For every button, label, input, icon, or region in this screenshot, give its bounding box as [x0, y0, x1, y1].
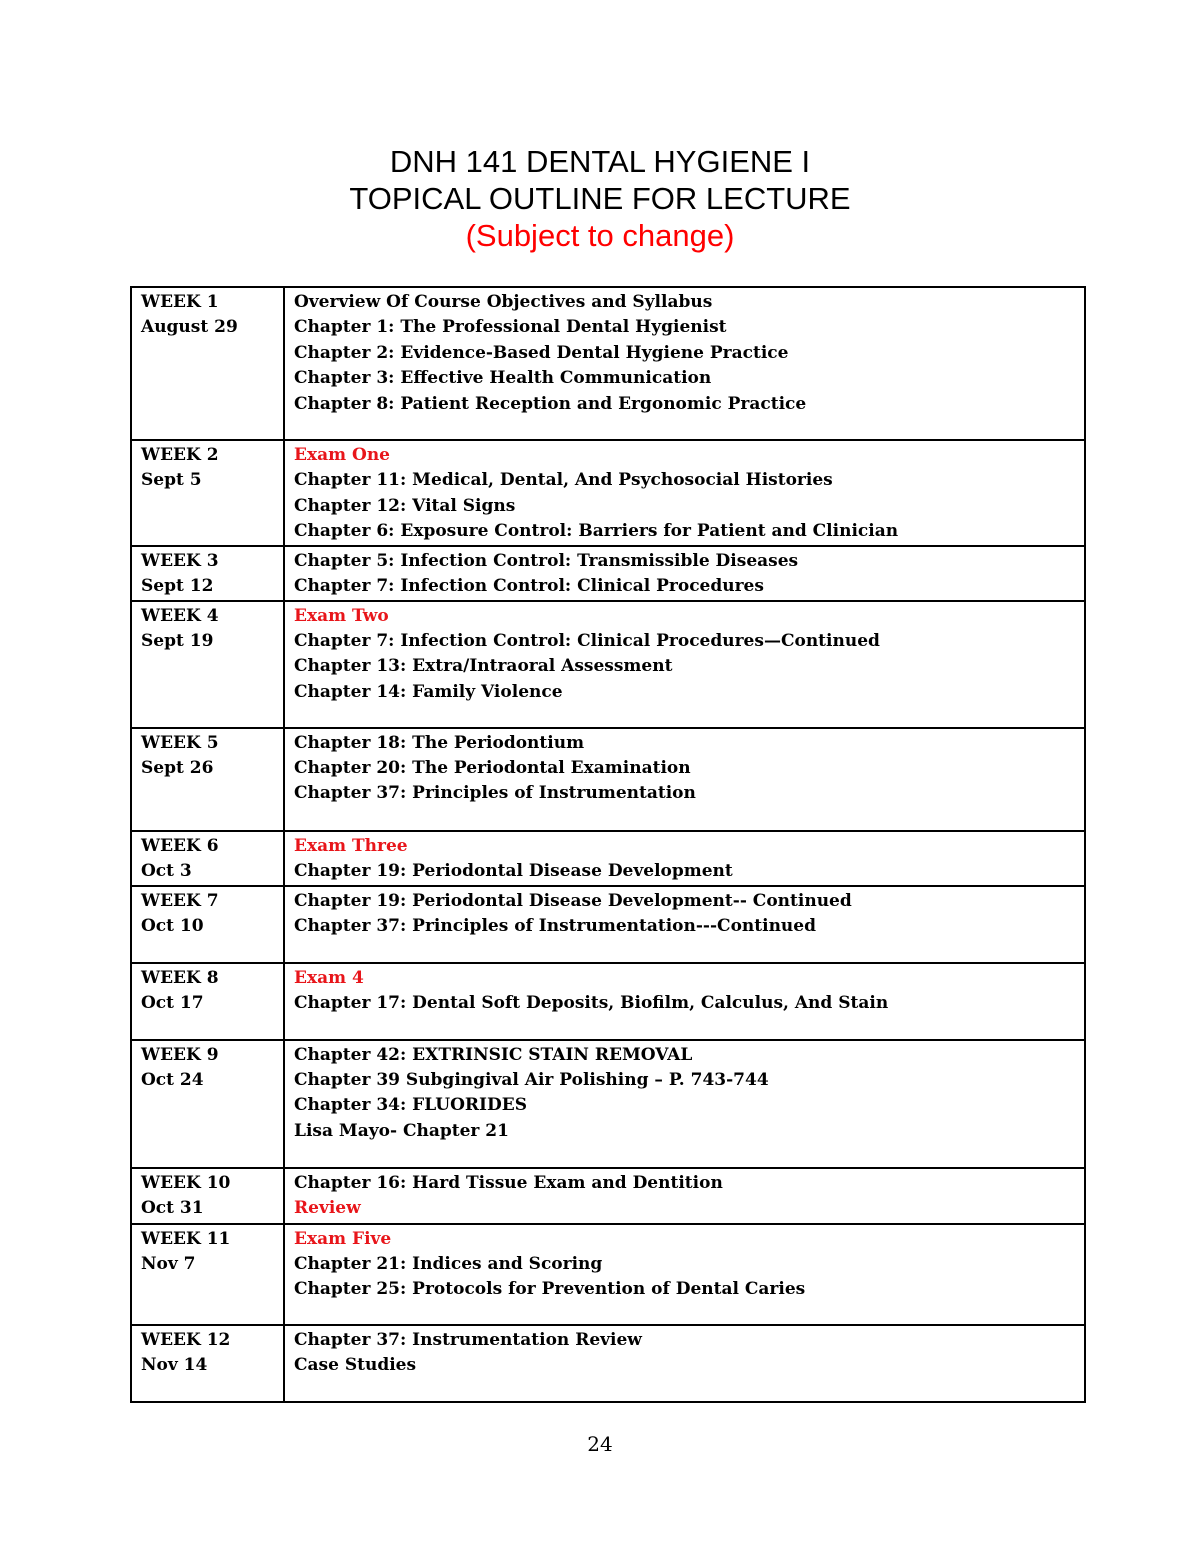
week-cell — [131, 546, 284, 601]
week-label: WEEK 11 — [141, 1228, 231, 1249]
week-cell — [131, 831, 284, 886]
week-label: WEEK 3 — [141, 550, 219, 571]
week-date: Sept 5 — [141, 470, 202, 491]
lecture-topic: Chapter 8: Patient Reception and Ergonomic Practice — [294, 393, 807, 414]
week-cell — [131, 1224, 284, 1325]
lecture-topic: Chapter 7: Infection Control: Clinical Procedures — [294, 576, 764, 597]
lecture-topic: Chapter 11: Medical, Dental, And Psychosocial Histories — [294, 470, 833, 491]
topics-cell — [284, 546, 1085, 601]
outline-table-body — [131, 287, 1085, 1402]
week-row — [131, 1040, 1085, 1168]
week-label: WEEK 9 — [141, 1044, 219, 1065]
week-label: WEEK 10 — [141, 1172, 231, 1193]
lecture-topic: Chapter 2: Evidence-Based Dental Hygiene Practice — [294, 342, 789, 363]
document-title: DNH 141 DENTAL HYGIENE I — [389, 144, 811, 179]
week-date: Oct 17 — [141, 993, 204, 1014]
lecture-topic: Lisa Mayo- Chapter 21 — [294, 1120, 509, 1141]
topics-cell — [284, 440, 1085, 546]
week-date: August 29 — [141, 317, 238, 338]
topics-cell — [284, 728, 1085, 831]
lecture-topic: Chapter 13: Extra/Intraoral Assessment — [294, 656, 673, 677]
document-subtitle: TOPICAL OUTLINE FOR LECTURE — [349, 181, 851, 216]
week-date: Oct 10 — [141, 916, 204, 937]
exam-or-review-topic: Review — [294, 1198, 361, 1219]
week-date: Nov 7 — [141, 1254, 196, 1275]
week-date: Sept 12 — [141, 576, 214, 597]
week-row — [131, 886, 1085, 963]
lecture-topic: Chapter 34: FLUORIDES — [294, 1095, 527, 1116]
week-row — [131, 831, 1085, 886]
week-cell — [131, 963, 284, 1040]
week-date: Oct 31 — [141, 1198, 204, 1219]
lecture-topic: Chapter 14: Family Violence — [294, 681, 563, 702]
topics-cell — [284, 1168, 1085, 1224]
document-header — [0, 143, 1200, 254]
week-label: WEEK 5 — [141, 732, 219, 753]
lecture-topic: Chapter 25: Protocols for Prevention of Dental Caries — [294, 1279, 806, 1300]
week-cell — [131, 1168, 284, 1224]
week-date: Nov 14 — [141, 1355, 208, 1376]
lecture-topic: Chapter 3: Effective Health Communication — [294, 368, 712, 389]
week-label: WEEK 4 — [141, 605, 219, 626]
lecture-topic: Chapter 21: Indices and Scoring — [294, 1254, 603, 1275]
topics-cell — [284, 886, 1085, 963]
week-label: WEEK 12 — [141, 1329, 231, 1350]
week-date: Oct 24 — [141, 1070, 204, 1091]
week-label: WEEK 1 — [141, 292, 219, 312]
exam-or-review-topic: Exam Two — [294, 605, 389, 626]
lecture-topic: Case Studies — [294, 1355, 417, 1376]
week-row — [131, 728, 1085, 831]
topics-cell — [284, 287, 1085, 440]
lecture-outline-table — [130, 286, 1086, 1403]
week-cell — [131, 1040, 284, 1168]
lecture-topic: Chapter 16: Hard Tissue Exam and Dentition — [294, 1172, 723, 1193]
week-cell — [131, 601, 284, 728]
topics-cell — [284, 1040, 1085, 1168]
week-row — [131, 963, 1085, 1040]
exam-or-review-topic: Exam One — [294, 445, 390, 465]
lecture-topic: Overview Of Course Objectives and Syllabus — [294, 292, 713, 312]
lecture-topic: Chapter 18: The Periodontium — [294, 732, 585, 753]
lecture-topic: Chapter 37: Principles of Instrumentation — [294, 783, 696, 804]
exam-or-review-topic: Exam 4 — [294, 967, 364, 988]
page-number: 24 — [587, 1432, 613, 1456]
week-row — [131, 1168, 1085, 1224]
lecture-topic: Chapter 5: Infection Control: Transmissible Diseases — [294, 550, 799, 571]
lecture-topic: Chapter 12: Vital Signs — [294, 495, 516, 516]
week-cell — [131, 440, 284, 546]
week-row — [131, 1224, 1085, 1325]
topics-cell — [284, 1325, 1085, 1402]
lecture-topic: Chapter 42: EXTRINSIC STAIN REMOVAL — [294, 1044, 693, 1065]
lecture-topic: Chapter 1: The Professional Dental Hygienist — [294, 317, 727, 338]
week-cell — [131, 287, 284, 440]
week-row — [131, 287, 1085, 440]
week-label: WEEK 2 — [141, 445, 219, 465]
topics-cell — [284, 831, 1085, 886]
topics-cell — [284, 963, 1085, 1040]
lecture-topic: Chapter 7: Infection Control: Clinical Procedures—Continued — [294, 631, 880, 652]
week-date: Oct 3 — [141, 861, 192, 882]
week-row — [131, 440, 1085, 546]
subject-to-change-note: (Subject to change) — [465, 218, 735, 253]
week-label: WEEK 7 — [141, 890, 219, 911]
week-date: Sept 19 — [141, 631, 214, 652]
week-label: WEEK 6 — [141, 835, 219, 856]
topics-cell — [284, 601, 1085, 728]
lecture-topic: Chapter 19: Periodontal Disease Development-- Continued — [294, 890, 852, 911]
week-row — [131, 1325, 1085, 1402]
exam-or-review-topic: Exam Five — [294, 1228, 392, 1249]
lecture-topic: Chapter 19: Periodontal Disease Development — [294, 861, 733, 882]
exam-or-review-topic: Exam Three — [294, 835, 408, 856]
week-row — [131, 601, 1085, 728]
lecture-topic: Chapter 37: Principles of Instrumentation---Continued — [294, 916, 816, 937]
lecture-topic: Chapter 17: Dental Soft Deposits, Biofilm, Calculus, And Stain — [294, 993, 889, 1014]
lecture-topic: Chapter 20: The Periodontal Examination — [294, 758, 691, 779]
week-date: Sept 26 — [141, 758, 214, 779]
lecture-topic: Chapter 37: Instrumentation Review — [294, 1329, 642, 1350]
lecture-topic: Chapter 39 Subgingival Air Polishing – P. 743-744 — [294, 1070, 769, 1091]
week-label: WEEK 8 — [141, 967, 219, 988]
week-cell — [131, 1325, 284, 1402]
topics-cell — [284, 1224, 1085, 1325]
week-cell — [131, 728, 284, 831]
lecture-topic: Chapter 6: Exposure Control: Barriers for Patient and Clinician — [294, 521, 899, 542]
week-cell — [131, 886, 284, 963]
week-row — [131, 546, 1085, 601]
